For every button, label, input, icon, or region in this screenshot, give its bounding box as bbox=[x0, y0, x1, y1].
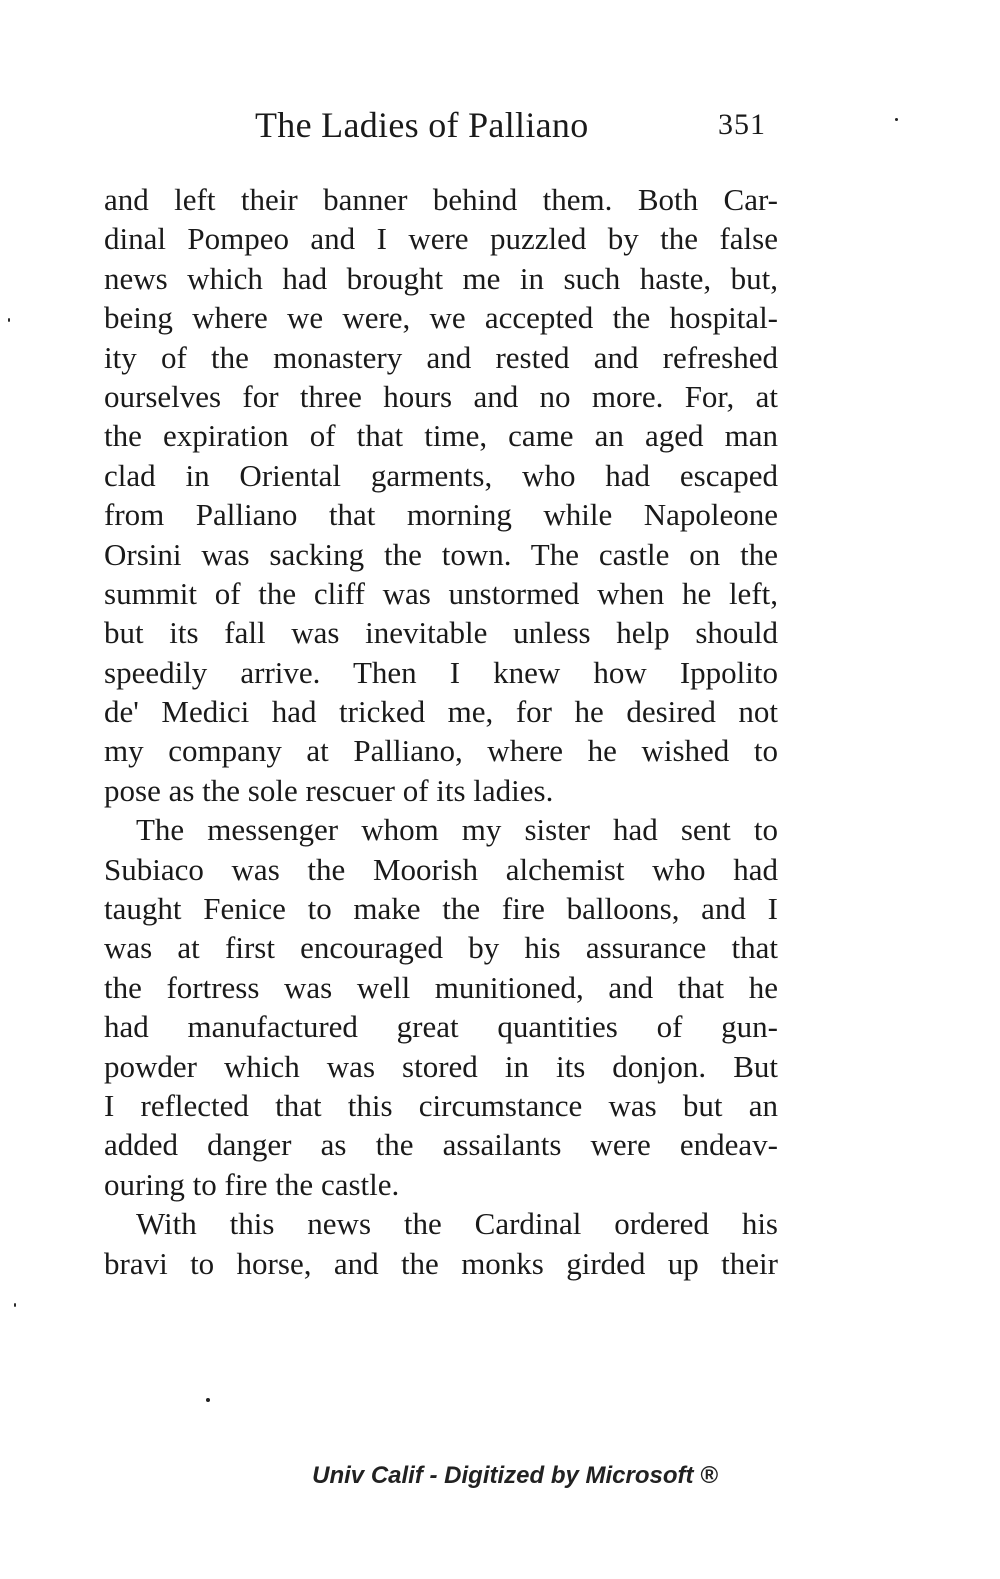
text-line: ourselves for three hours and no more. For, at bbox=[104, 378, 778, 414]
text-line: I reflected that this circumstance was but an bbox=[104, 1087, 778, 1123]
text-line: bravi to horse, and the monks girded up their bbox=[104, 1245, 778, 1281]
text-line: added danger as the assailants were endeav- bbox=[104, 1127, 778, 1163]
body-text bbox=[104, 180, 778, 1283]
text-line: ity of the monastery and rested and refreshed bbox=[104, 339, 778, 375]
text-line: had manufactured great quantities of gun- bbox=[104, 1009, 778, 1045]
digitization-watermark: Univ Calif - Digitized by Microsoft ® bbox=[312, 1462, 718, 1489]
text-line: powder which was stored in its donjon. But bbox=[104, 1048, 778, 1084]
text-line: my company at Palliano, where he wished to bbox=[104, 733, 778, 769]
scan-speck bbox=[206, 1398, 210, 1402]
text-line: summit of the cliff was unstormed when he left, bbox=[104, 575, 778, 611]
text-line: ouring to fire the castle. bbox=[104, 1166, 400, 1202]
text-line: clad in Oriental garments, who had escaped bbox=[104, 457, 778, 493]
text-line: the fortress was well munitioned, and that he bbox=[104, 969, 778, 1005]
text-line: from Palliano that morning while Napoleone bbox=[104, 497, 778, 533]
text-line: taught Fenice to make the fire balloons, and I bbox=[104, 891, 778, 927]
scan-speck bbox=[895, 118, 898, 121]
page-number: 351 bbox=[718, 108, 766, 141]
text-line: was at first encouraged by his assurance that bbox=[104, 930, 778, 966]
text-line: Subiaco was the Moorish alchemist who had bbox=[104, 851, 778, 887]
page-header bbox=[0, 104, 1000, 154]
scan-speck bbox=[14, 1303, 16, 1307]
text-line: news which had brought me in such haste, but, bbox=[104, 260, 778, 296]
text-line: speedily arrive. Then I knew how Ippolito bbox=[104, 654, 778, 690]
text-line: With this news the Cardinal ordered his bbox=[136, 1206, 778, 1242]
text-line: but its fall was inevitable unless help should bbox=[104, 615, 778, 651]
text-line: Orsini was sacking the town. The castle on the bbox=[104, 536, 778, 572]
text-line: dinal Pompeo and I were puzzled by the false bbox=[104, 221, 778, 257]
text-line: The messenger whom my sister had sent to bbox=[136, 812, 778, 848]
text-line: the expiration of that time, came an aged man bbox=[104, 418, 778, 454]
text-line: being where we were, we accepted the hospital- bbox=[104, 300, 778, 336]
text-line: and left their banner behind them. Both Car- bbox=[104, 182, 778, 217]
scan-speck bbox=[8, 318, 10, 322]
text-line: pose as the sole rescuer of its ladies. bbox=[104, 772, 554, 808]
text-line: de' Medici had tricked me, for he desired not bbox=[104, 694, 778, 730]
running-title: The Ladies of Palliano bbox=[255, 105, 589, 145]
